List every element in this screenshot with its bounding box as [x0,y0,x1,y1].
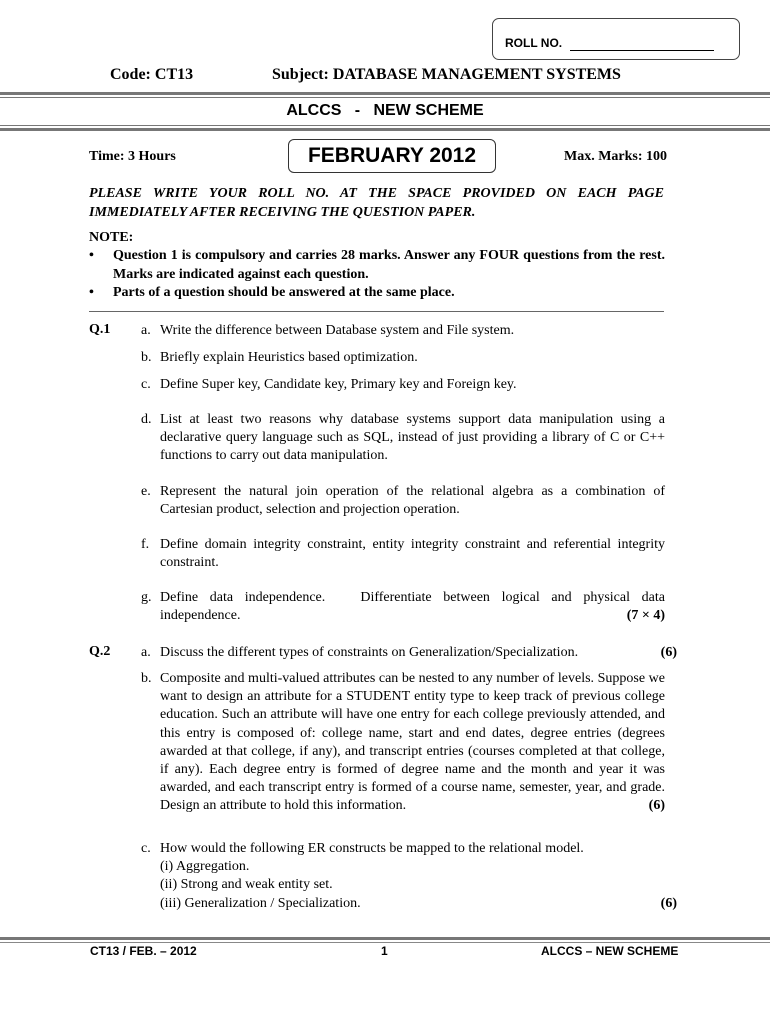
question-marks: (6) [660,895,677,911]
question-part: e. Represent the natural join operation of the relational algebra as a combination of Cartesian product, selection and projection operation. [141,484,665,518]
roll-number-blank [570,50,714,51]
question-part: b. Briefly explain Heuristics based optimization. [141,350,418,365]
question-part: f. Define domain integrity constraint, entity integrity constraint and referential integrity constraint. [141,537,665,571]
note-list [89,247,665,303]
roll-number-label: ROLL NO. [505,36,563,50]
header-rule-top [0,92,770,95]
bullet-icon: • [89,248,94,263]
note-item: • Question 1 is compulsory and carries 28 marks. Answer any FOUR questions from the rest. Marks are indicated against each question. [89,248,665,282]
header-rule-top-thin [0,97,770,98]
paper-code: Code: CT13 [110,66,194,83]
question-marks: (6) [660,645,677,660]
question-marks: (7 × 4) [626,608,665,624]
max-marks: Max. Marks: 100 [564,149,668,164]
question-part: d. List at least two reasons why database systems support data manipulation using a declarative query language such as SQL, instead of just providing a library of C or C++ functions to carry out data manipulation. [141,412,665,464]
question-part: a. Discuss the different types of constraints on Generalization/Specialization. (6) [141,644,677,662]
footer-rule [0,937,770,940]
footer-scheme: ALCCS – NEW SCHEME [541,944,679,958]
question-part: g. Define data independence. Differentiate between logical and physical data independence. (7 × 4) [141,589,677,625]
sub-part: (iii) Generalization / Specialization. (6) [160,895,677,913]
bullet-icon: • [89,285,94,300]
page-number: 1 [381,944,388,958]
sub-part: (i) Aggregation. [160,859,250,875]
scheme-title: ALCCS - NEW SCHEME [286,102,484,119]
footer-rule-thin [0,942,770,943]
question-part: c. How would the following ER constructs be mapped to the relational model. (i) Aggregation. (ii) Strong and weak entity set. (iii) Generalization / Specialization. (6) [141,840,677,913]
sub-part: (ii) Strong and weak entity set. [160,877,333,893]
paper-subject: Subject: DATABASE MANAGEMENT SYSTEMS [272,66,621,83]
note-item: • Parts of a question should be answered at the same place. [89,284,665,303]
header-rule-mid [0,128,770,131]
question-part: b. Composite and multi-valued attributes can be nested to any number of levels. Suppose we want to design an attribute for a STUDENT entity type to keep track of previous college education. Such an attribute will have one entry for each college previously attended, and this entry is composed of: college name, start and end dates, degree entries (degrees awarded at that college, if any), and transcript entries (courses completed at that college, if any). Each degree entry is formed of degree name and the month and year it was awarded, and each transcript entry is formed of a course name, semester, year, and grade. Design an attribute to hold this information. (6) [141,670,677,816]
footer-code: CT13 / FEB. – 2012 [90,944,197,958]
header-rule-mid-thin [0,125,770,126]
question-part: c. Define Super key, Candidate key, Primary key and Foreign key. [141,377,517,392]
note-heading: NOTE: [89,230,134,245]
question-number: Q.2 [89,644,111,659]
question-marks: (6) [648,798,665,814]
question-number: Q.1 [89,322,111,337]
notes-divider [89,311,664,312]
roll-number-instruction: PLEASE WRITE YOUR ROLL NO. AT THE SPACE PROVIDED ON EACH PAGE IMMEDIATELY AFTER RECEIVING THE QUESTION PAPER. [89,186,664,220]
exam-duration: Time: 3 Hours [89,149,176,164]
question-part: a. Write the difference between Database system and File system. [141,323,515,338]
exam-month: FEBRUARY 2012 [288,139,496,173]
